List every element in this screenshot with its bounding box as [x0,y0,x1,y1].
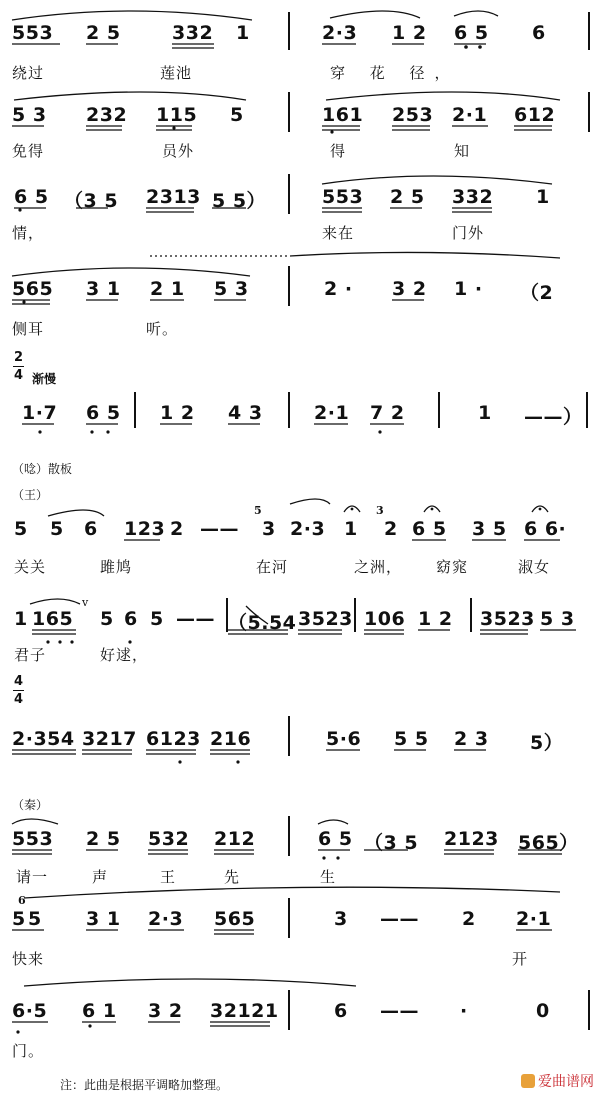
note: 2 [384,518,398,540]
grace-note: 5 [254,504,262,517]
note-group: 1 [236,22,250,44]
note: 5 [28,908,42,930]
note-group: 2·1 [452,104,488,126]
note-group: （2 [520,282,554,304]
note-group: 1·7 [22,402,58,424]
time-signature-bottom: 4 [14,368,24,383]
note-group: 3 5 [472,518,507,540]
lyric: 听。 [146,320,179,338]
note-group: 1 [536,186,550,208]
note-group: 1 2 [418,608,453,630]
note-group: 2 · [324,278,353,300]
note-group: 5 3 [214,278,249,300]
breath-mark: v [82,596,89,609]
note-group: 532 [148,828,190,850]
note-group: （3 5 [364,832,419,854]
footnote: 注：此曲是根据平调略加整理。 [60,1078,229,1092]
note-group: 106 [364,608,406,630]
note-group: 2313 [146,186,201,208]
note-group: 1 · [454,278,483,300]
dash: —— [380,908,419,930]
note-group: 3 2 [148,1000,183,1022]
lyric: 来在 [322,224,355,242]
note-group: 2 5 [390,186,425,208]
note-group: 6 5 [412,518,447,540]
lyric: 绕过 [12,64,45,82]
note-group: 565） [518,832,579,854]
lyric: 门。 [12,1042,45,1060]
note-group: 6 5 [14,186,49,208]
note-group: （5.54 [228,612,297,634]
lyric: 好逑， [100,646,149,664]
note-group: 115 [156,104,198,126]
note: 6 [334,1000,348,1022]
lyric: 得 [330,142,347,160]
note-group: 2·1 [314,402,350,424]
note-group: 1 2 [160,402,195,424]
note: 5 [14,518,28,540]
note-group: 2 5 [86,22,121,44]
note-group: 3 1 [86,908,121,930]
lyric: 快来 [12,950,45,968]
note-group: 212 [214,828,256,850]
lyric: 关关 [14,558,47,576]
note: 1 [344,518,358,540]
note: 2 [462,908,476,930]
note-group: 2·1 [516,908,552,930]
lyric: 员外 [162,142,195,160]
note-group: 3523 [298,608,353,630]
note-group: 216 [210,728,252,750]
note-group: 3523 [480,608,535,630]
dash: —— [176,608,215,630]
note-group: 1 2 [392,22,427,44]
time-signature-top: 2 [14,350,24,365]
note: 5 [100,608,114,630]
note-group: 6 1 [82,1000,117,1022]
note-group: 2 3 [454,728,489,750]
grace-note: 6 [18,894,26,907]
note-group: 553 [322,186,364,208]
note-group: 6 6· [524,518,567,540]
lyric: 知 [454,142,471,160]
note-group: （3 5 [64,190,119,212]
note: 0 [536,1000,550,1022]
note-group: 7 2 [370,402,405,424]
note-group: 253 [392,104,434,126]
note: 6 [124,608,138,630]
note-group: 2·3 [290,518,326,540]
note-group: 565 [214,908,256,930]
lyric: 君子 [14,646,47,664]
note-group: 6 5 [86,402,121,424]
note: 5 [12,908,26,930]
note: 5 [50,518,64,540]
note: 6 [84,518,98,540]
note: 5 [150,608,164,630]
note-group: 165 [32,608,74,630]
note-group: 2·3 [148,908,184,930]
mode-marking: （唸）散板 [12,462,73,476]
note-group: 5·6 [326,728,362,750]
note: 3 [334,908,348,930]
lyric: 门外 [452,224,485,242]
note-group: 612 [514,104,556,126]
note-group: 3 1 [86,278,121,300]
note: 2 [170,518,184,540]
dash: —— [200,518,239,540]
note-group: 5 3 [540,608,575,630]
time-signature-top: 4 [14,674,24,689]
note-group: 2·3 [322,22,358,44]
dot: · [460,1000,468,1022]
dash: —— [380,1000,419,1022]
grace-note: 3 [376,504,384,517]
note-group: 5 [230,104,244,126]
note-group: ——） [524,406,583,428]
note-group: 123 [124,518,166,540]
lyric: 先 [224,868,241,886]
note-group: 3 2 [392,278,427,300]
lyric: 侧耳 [12,320,45,338]
note-group: 2 5 [86,828,121,850]
lyric: 声 [92,868,109,886]
note-group: 161 [322,104,364,126]
note-group: 3217 [82,728,137,750]
note: 3 [262,518,276,540]
note-group: 5 5） [212,190,267,212]
note-group: 6 5 [454,22,489,44]
note-group: 5 3 [12,104,47,126]
note-group: 232 [86,104,128,126]
lyric: 免得 [12,142,45,160]
tempo-marking: 渐慢 [32,372,57,386]
lyric: 在河 [256,558,289,576]
note-group: 2123 [444,828,499,850]
note-group: 1 [478,402,492,424]
note-group: 332 [172,22,214,44]
note-group: 565 [12,278,54,300]
note-group: 6 5 [318,828,353,850]
lyric: 淑女 [518,558,551,576]
lyric: 王 [160,868,177,886]
note-group: 2·354 [12,728,75,750]
note-group: 32121 [210,1000,279,1022]
lyric: 情， [12,224,45,242]
note-group: 6·5 [12,1000,48,1022]
note-group: 2 1 [150,278,185,300]
note-group: 6 [532,22,546,44]
note-group: 332 [452,186,494,208]
note-group: 553 [12,22,54,44]
note-group: 553 [12,828,54,850]
note-group: 5 5 [394,728,429,750]
lyric: 请一 [16,868,49,886]
lyric: 窈窕 [436,558,469,576]
time-signature-bottom: 4 [14,692,24,707]
note-group: 4 3 [228,402,263,424]
role-marking: （王） [12,488,49,502]
role-marking: （秦） [12,798,49,812]
lyric: 开 [512,950,529,968]
lyric: 生 [320,868,337,886]
lyric: 之洲， [354,558,403,576]
note-group: 6123 [146,728,201,750]
lyric: 穿 花 径， [330,64,460,82]
note: 1 [14,608,28,630]
note-group: 5） [530,732,564,754]
lyric: 莲池 [160,64,193,82]
lyric: 雎鸠 [100,558,133,576]
watermark-text: 爱曲谱网 [538,1074,594,1090]
